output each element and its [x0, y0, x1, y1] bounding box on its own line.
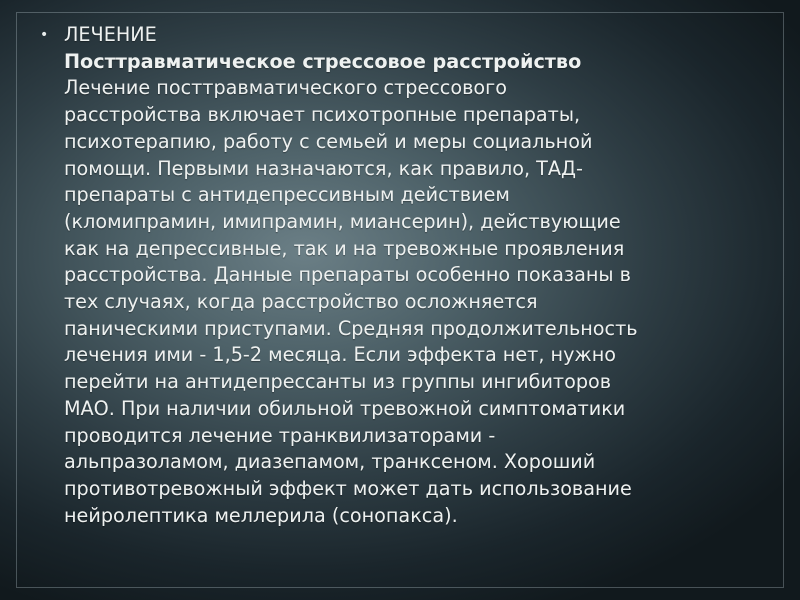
body-line: тех случаях, когда расстройство осложняется [64, 290, 538, 314]
slide-content [40, 22, 760, 529]
body-line: перейти на антидепрессанты из группы ингибиторов [64, 370, 612, 394]
body-line: лечения ими - 1,5-2 месяца. Если эффекта нет, нужно [64, 343, 617, 367]
body-line: (кломипрамин, имипрамин, миансерин), действующие [64, 209, 621, 233]
bullet-item [40, 22, 760, 529]
body-line: помощи. Первыми назначаются, как правило, ТАД- [64, 156, 583, 180]
body-line: Лечение посттравматического стрессового [64, 76, 507, 100]
body-line: расстройства включает психотропные препараты, [64, 103, 581, 127]
body-line: противотревожный эффект может дать использование [64, 476, 632, 500]
body-line: как на депрессивные, так и на тревожные проявления [64, 236, 625, 260]
body-line: расстройства. Данные препараты особенно показаны в [64, 263, 631, 287]
slide-heading: ЛЕЧЕНИЕ [64, 23, 157, 46]
slide-subtitle: Посттравматическое стрессовое расстройство [64, 49, 582, 73]
body-line: препараты с антидепрессивным действием [64, 183, 510, 207]
body-line: нейролептика меллерила (сонопакса). [64, 503, 458, 527]
body-line: паническими приступами. Средняя продолжительность [64, 316, 638, 340]
body-line: альпразоламом, диазепамом, транксеном. Хороший [64, 450, 596, 474]
body-line: проводится лечение транквилизаторами - [64, 423, 496, 447]
body-line: МАО. При наличии обильной тревожной симптоматики [64, 396, 626, 420]
bullet-icon: • [40, 27, 49, 43]
body-line: психотерапию, работу с семьей и меры социальной [64, 129, 593, 153]
bullet-text [64, 22, 760, 529]
